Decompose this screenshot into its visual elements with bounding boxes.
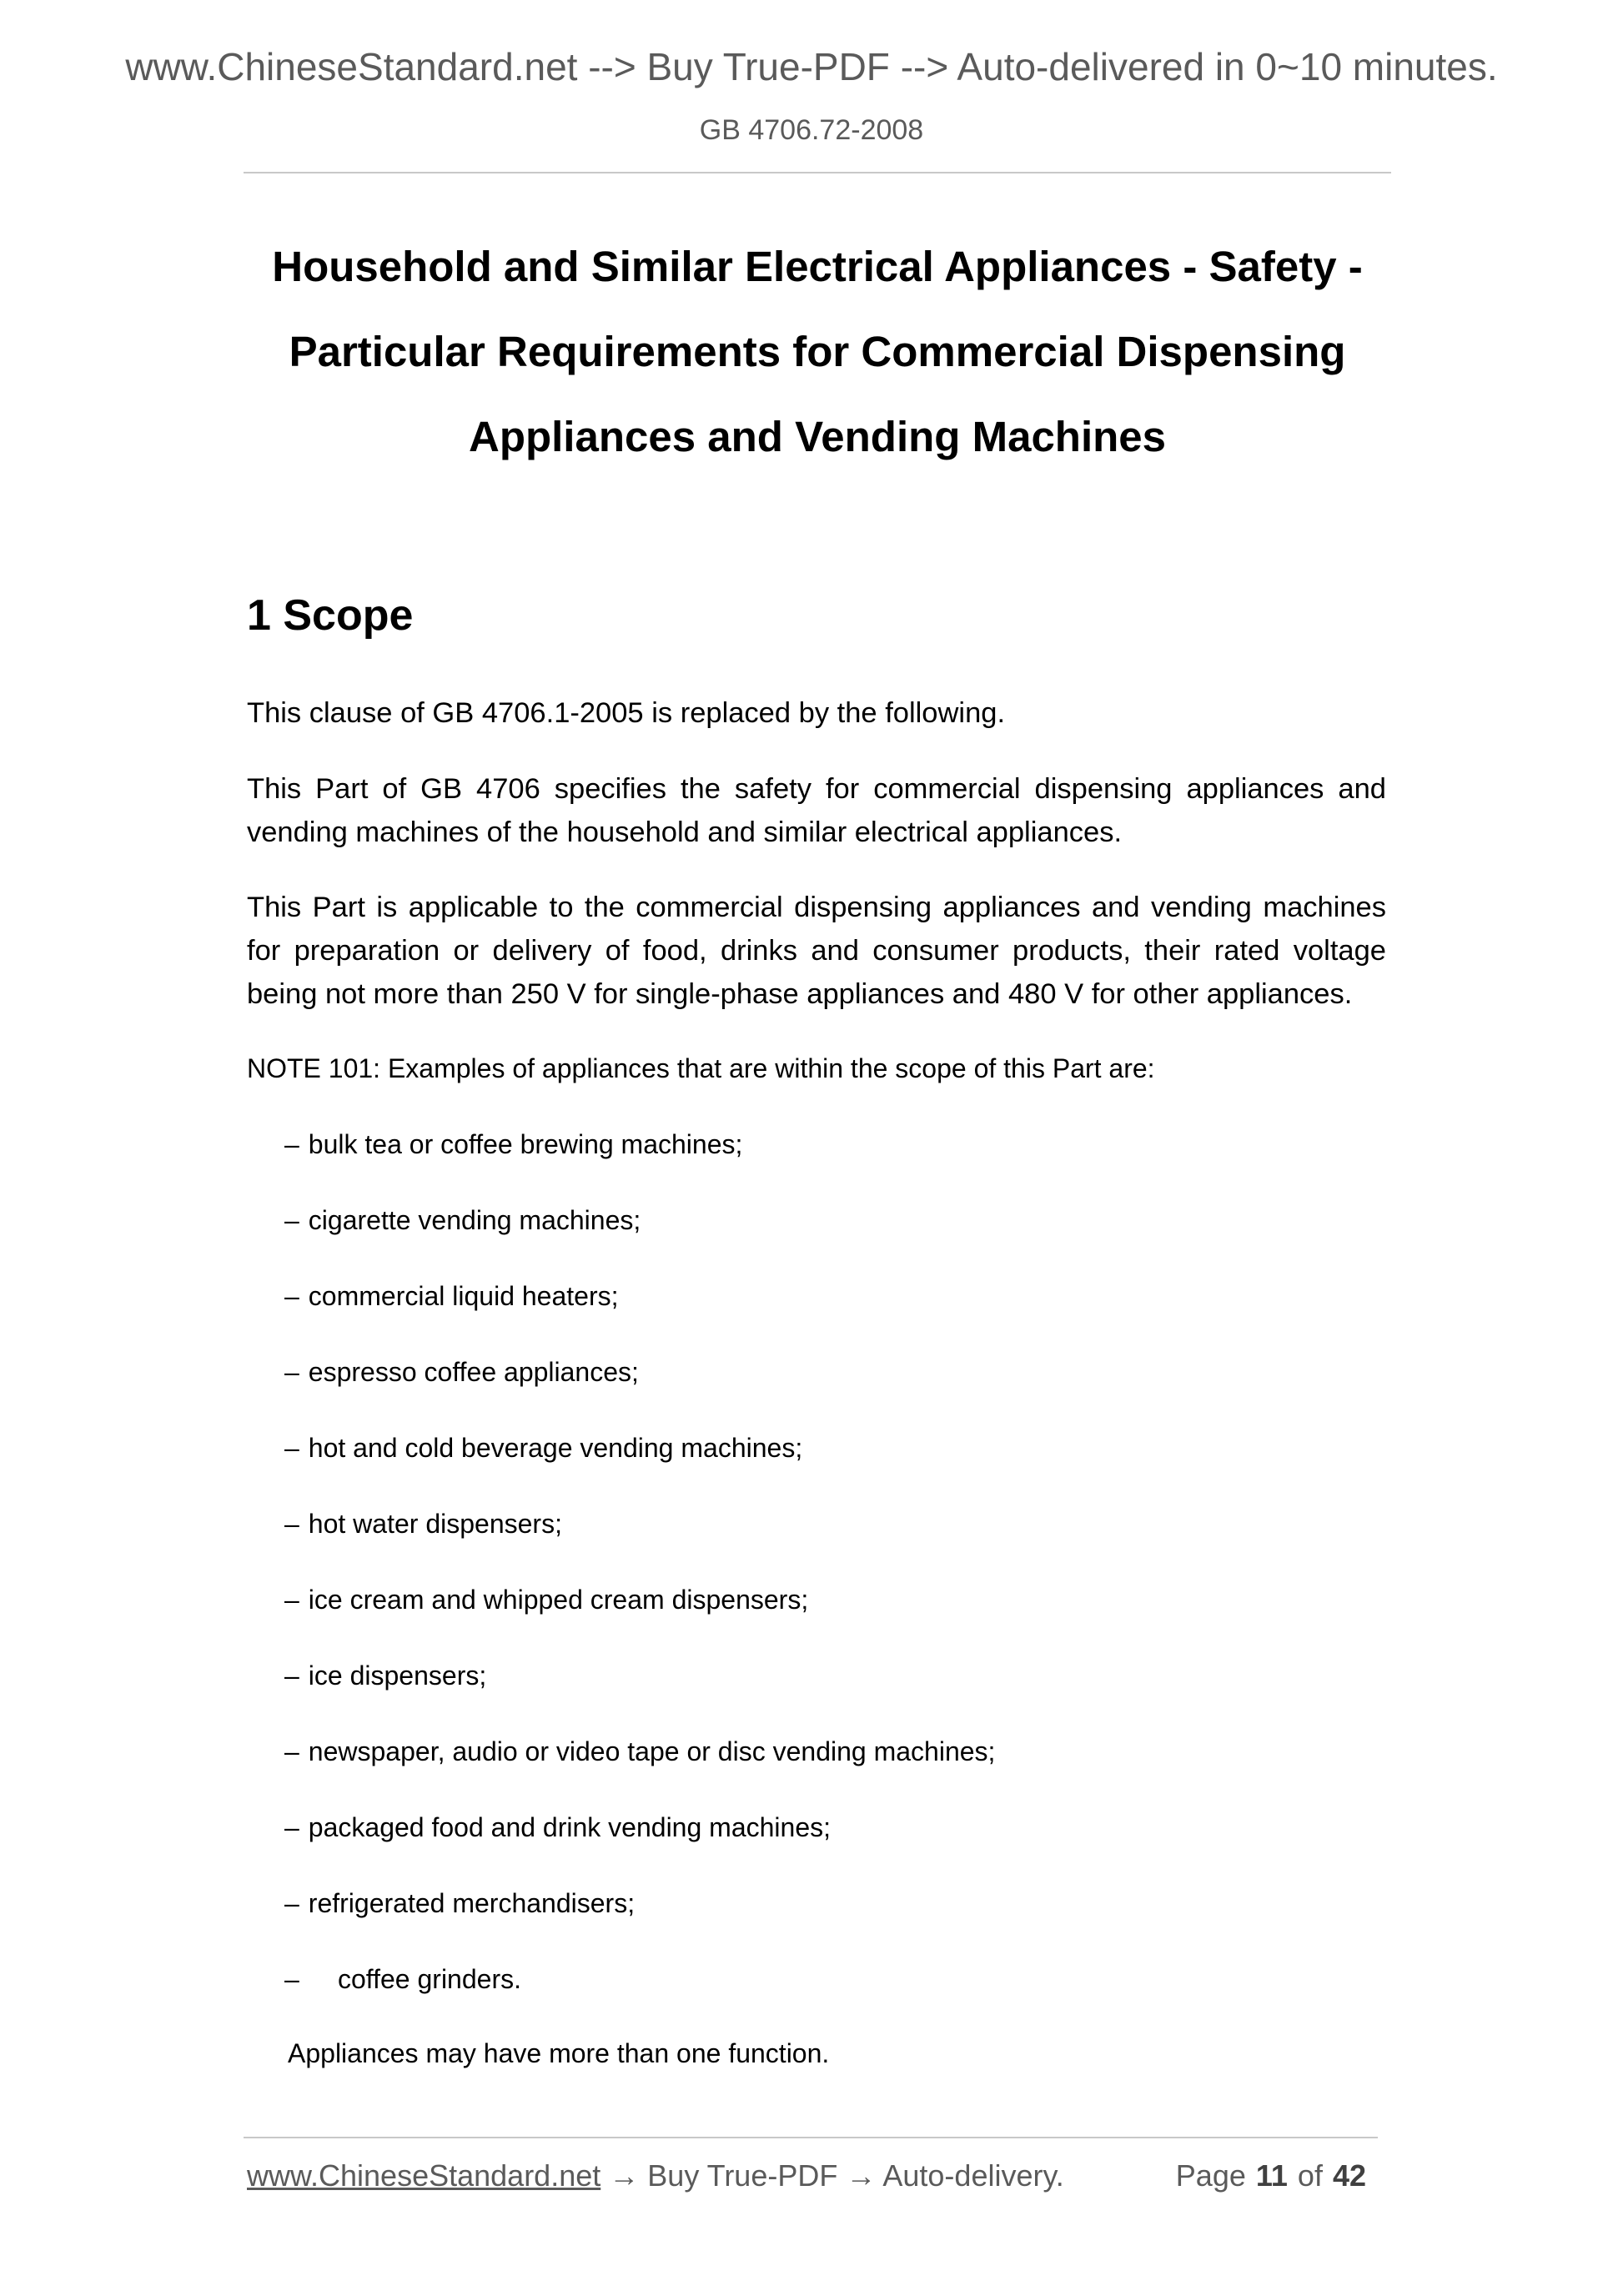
list-item — [284, 1585, 808, 1615]
list-dash: – — [284, 1357, 299, 1387]
footer-buy-text: Buy True-PDF — [647, 2158, 838, 2193]
list-item — [284, 1205, 641, 1236]
list-dash: – — [284, 1964, 299, 1994]
list-item — [284, 1433, 802, 1464]
list-item — [284, 1509, 562, 1540]
list-item-text: hot water dispensers; — [308, 1509, 562, 1539]
list-item-text: commercial liquid heaters; — [308, 1281, 619, 1311]
list-dash: – — [284, 1812, 299, 1842]
list-item — [284, 1888, 635, 1919]
list-dash: – — [284, 1433, 299, 1463]
list-item-text: refrigerated merchandisers; — [308, 1888, 636, 1918]
title-line-3: Appliances and Vending Machines — [468, 413, 1167, 460]
list-item-text: ice dispensers; — [308, 1660, 487, 1691]
list-item-text: coffee grinders. — [338, 1964, 521, 1994]
list-item — [284, 1736, 995, 1767]
section-heading: 1 Scope — [247, 591, 414, 640]
title-line-1: Household and Similar Electrical Appliances - Safety - — [272, 243, 1363, 290]
footer-left — [247, 2158, 1064, 2193]
of-label: of — [1297, 2158, 1323, 2193]
list-dash: – — [284, 1509, 299, 1539]
title-line-2: Particular Requirements for Commercial Dispensing — [289, 328, 1346, 375]
footer-divider — [244, 2137, 1378, 2138]
current-page: 11 — [1255, 2158, 1288, 2193]
list-item — [284, 1964, 521, 1995]
document-id: GB 4706.72-2008 — [699, 114, 924, 146]
trailing-sentence: Appliances may have more than one function. — [288, 2038, 830, 2068]
list-dash: – — [284, 1281, 299, 1311]
page-label: Page — [1175, 2158, 1246, 2193]
paragraph-1: This clause of GB 4706.1-2005 is replaced by the following. — [247, 697, 1006, 729]
header-banner: www.ChineseStandard.net --> Buy True-PDF --> Auto-delivered in 0~10 minutes. — [125, 45, 1498, 88]
list-item — [284, 1812, 831, 1843]
paragraph-2: This Part of GB 4706 specifies the safety for commercial dispensing appliances and vending machines of the household and similar electrical appliances. — [247, 773, 1386, 848]
list-item-text: packaged food and drink vending machines; — [308, 1812, 831, 1842]
list-item — [284, 1129, 742, 1160]
list-item-text: newspaper, audio or video tape or disc vending machines; — [308, 1736, 996, 1766]
footer-delivery-text: Auto-delivery. — [882, 2158, 1064, 2193]
header-divider — [244, 172, 1391, 173]
arrow-icon: → — [846, 2158, 877, 2193]
list-dash: – — [284, 1205, 299, 1235]
list-dash: – — [284, 1660, 299, 1691]
footer-site-link[interactable]: www.ChineseStandard.net — [247, 2158, 601, 2193]
list-dash: – — [284, 1585, 299, 1615]
paragraph-3: This Part is applicable to the commercial dispensing appliances and vending machines for preparation or delivery of food, drinks and consumer products, their rated voltage being not more than 250 V for single-phase appliances and 480 V for other appliances. — [247, 892, 1386, 1010]
list-item-text: bulk tea or coffee brewing machines; — [308, 1129, 743, 1159]
page-number — [1176, 2158, 1376, 2193]
list-item-text: espresso coffee appliances; — [308, 1357, 639, 1387]
note-101: NOTE 101: Examples of appliances that are within the scope of this Part are: — [247, 1053, 1155, 1083]
list-item-text: cigarette vending machines; — [308, 1205, 641, 1235]
arrow-icon: → — [609, 2158, 640, 2193]
list-item — [284, 1660, 486, 1691]
list-item-text: ice cream and whipped cream dispensers; — [308, 1585, 809, 1615]
list-dash: – — [284, 1888, 299, 1918]
list-dash: – — [284, 1129, 299, 1159]
total-pages: 42 — [1332, 2158, 1366, 2193]
list-item-text: hot and cold beverage vending machines; — [308, 1433, 803, 1463]
list-item — [284, 1281, 619, 1312]
list-item — [284, 1357, 639, 1388]
list-dash: – — [284, 1736, 299, 1766]
